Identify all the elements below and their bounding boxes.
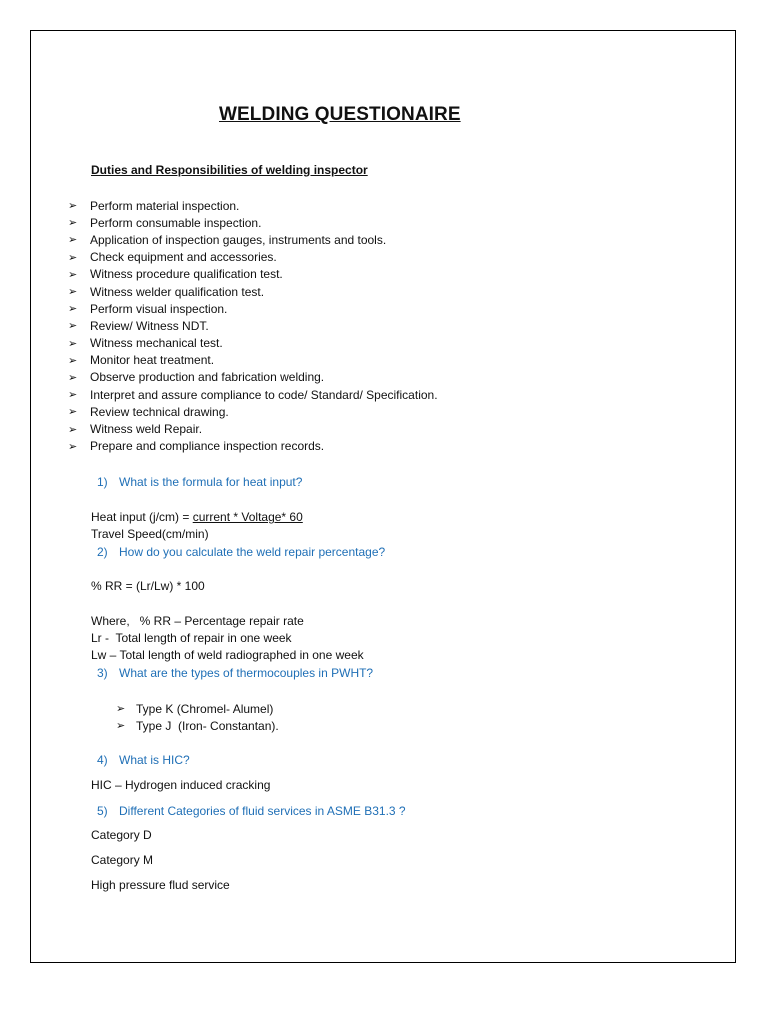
- duties-list: [68, 197, 438, 455]
- repair-rate-formula: % RR = (Lr/Lw) * 100: [91, 579, 205, 593]
- list-item: ➢ Witness procedure qualification test.: [68, 267, 283, 282]
- arrow-bullet-icon: ➢: [68, 234, 78, 247]
- arrow-bullet-icon: ➢: [68, 268, 78, 281]
- duties-heading: Duties and Responsibilities of welding inspector: [91, 163, 368, 177]
- heat-input-formula: Heat input (j/cm) = current * Voltage* 60: [91, 510, 303, 524]
- list-item: ➢ Prepare and compliance inspection records.: [68, 439, 325, 454]
- list-item: ➢ Interpret and assure compliance to code/ Standard/ Specification.: [68, 387, 438, 402]
- list-item: ➢ Monitor heat treatment.: [68, 353, 215, 368]
- list-item: ➢ Observe production and fabrication welding.: [68, 370, 325, 385]
- list-item: ➢ Type J (Iron- Constantan).: [116, 718, 279, 733]
- list-item: ➢ Witness mechanical test.: [68, 336, 223, 351]
- category-answer: High pressure flud service: [91, 878, 230, 892]
- arrow-bullet-icon: ➢: [116, 720, 126, 732]
- lr-line: Lr - Total length of repair in one week: [91, 631, 292, 645]
- category-answer: Category M: [91, 853, 154, 867]
- list-item: ➢ Witness weld Repair.: [68, 422, 203, 437]
- arrow-bullet-icon: ➢: [68, 406, 78, 419]
- question-1: 1) What is the formula for heat input?: [97, 475, 303, 489]
- hic-answer: HIC – Hydrogen induced cracking: [91, 778, 271, 792]
- question-3: 3) What are the types of thermocouples in PWHT?: [97, 666, 374, 680]
- category-answer: Category D: [91, 828, 152, 842]
- where-line: Where, % RR – Percentage repair rate: [91, 614, 304, 628]
- question-2: 2) How do you calculate the weld repair percentage?: [97, 545, 386, 559]
- lw-line: Lw – Total length of weld radiographed in one week: [91, 648, 364, 662]
- list-item: ➢ Type K (Chromel- Alumel): [116, 701, 274, 716]
- question-5: 5) Different Categories of fluid services in ASME B31.3 ?: [97, 804, 406, 818]
- page-title: WELDING QUESTIONAIRE: [219, 104, 461, 125]
- arrow-bullet-icon: ➢: [68, 251, 78, 264]
- arrow-bullet-icon: ➢: [68, 389, 78, 402]
- formula-denominator: Travel Speed(cm/min): [91, 527, 209, 541]
- arrow-bullet-icon: ➢: [68, 200, 78, 213]
- arrow-bullet-icon: ➢: [68, 354, 78, 367]
- list-item: ➢ Review technical drawing.: [68, 404, 229, 419]
- list-item: ➢ Witness welder qualification test.: [68, 284, 265, 299]
- thermocouple-types-list: [116, 700, 279, 734]
- list-item: ➢ Review/ Witness NDT.: [68, 318, 209, 333]
- question-4: 4) What is HIC?: [97, 753, 190, 767]
- list-item: ➢ Perform consumable inspection.: [68, 215, 262, 230]
- list-item: ➢ Application of inspection gauges, instruments and tools.: [68, 232, 387, 247]
- arrow-bullet-icon: ➢: [68, 320, 78, 333]
- arrow-bullet-icon: ➢: [68, 440, 78, 453]
- formula-numerator: current * Voltage* 60: [192, 510, 303, 524]
- list-item: ➢ Perform material inspection.: [68, 198, 240, 213]
- arrow-bullet-icon: ➢: [68, 423, 78, 436]
- list-item: ➢ Check equipment and accessories.: [68, 250, 277, 265]
- arrow-bullet-icon: ➢: [68, 337, 78, 350]
- list-item: ➢ Perform visual inspection.: [68, 301, 228, 316]
- arrow-bullet-icon: ➢: [68, 286, 78, 299]
- arrow-bullet-icon: ➢: [68, 303, 78, 316]
- arrow-bullet-icon: ➢: [116, 703, 126, 715]
- arrow-bullet-icon: ➢: [68, 371, 78, 384]
- arrow-bullet-icon: ➢: [68, 217, 78, 230]
